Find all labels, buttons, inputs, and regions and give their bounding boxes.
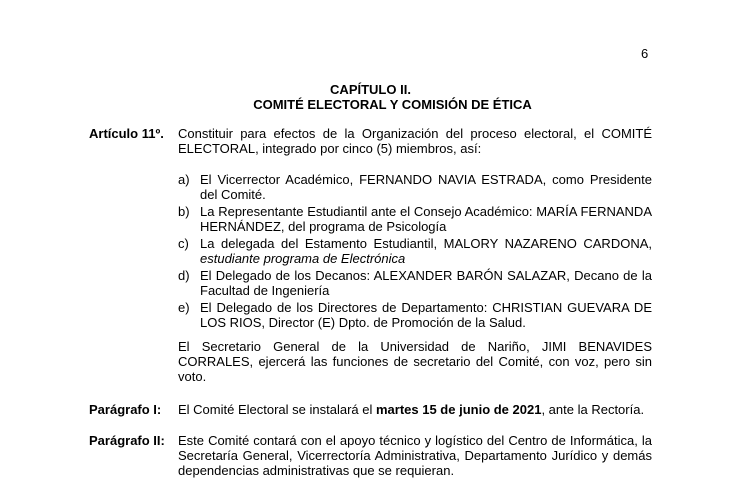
article-11-label: Artículo 11º. [89,126,164,141]
list-item-text-main: La delegada del Estamento Estudiantil, MALORY NAZARENO CARDONA, [200,236,652,251]
paragraph-2-text: Este Comité contará con el apoyo técnico y logístico del Centro de Informática, la Secretaría General, Vicerrectoría Administrativa, Departamento Jurídico y demás dependencias administrativas que se requieran. [178,433,652,478]
paragraph-1-pre: El Comité Electoral se instalará el [178,402,373,417]
chapter-title: CAPÍTULO II. [330,82,411,97]
list-item [178,172,652,202]
paragraph-1-text [178,402,658,417]
list-item [178,268,652,298]
list-marker: e) [178,300,190,315]
chapter-subtitle: COMITÉ ELECTORAL Y COMISIÓN DE ÉTICA [253,97,532,112]
list-marker: c) [178,236,189,251]
paragraph-1-post: , ante la Rectoría. [541,402,645,417]
committee-members-list [178,172,652,330]
list-item-text: El Vicerrector Académico, FERNANDO NAVIA ESTRADA, como Presidente del Comité. [200,172,652,202]
list-item-text [200,236,652,266]
list-marker: d) [178,268,190,283]
paragraph-2-label: Parágrafo II: [89,433,165,448]
list-marker: b) [178,204,190,219]
list-marker: a) [178,172,190,187]
list-item [178,300,652,330]
list-item-text: El Delegado de los Directores de Departamento: CHRISTIAN GUEVARA DE LOS RIOS, Director (E) Dpto. de Promoción de la Salud. [200,300,652,330]
article-11-intro: Constituir para efectos de la Organización del proceso electoral, el COMITÉ ELECTORAL, integrado por cinco (5) miembros, así: [178,126,652,156]
list-item-text-italic: estudiante programa de Electrónica [200,251,406,266]
installation-date: martes 15 de junio de 2021 [375,402,542,417]
page-number: 6 [641,46,649,61]
paragraph-1-label: Parágrafo I: [89,402,162,417]
list-item-text: El Delegado de los Decanos: ALEXANDER BARÓN SALAZAR, Decano de la Facultad de Ingeniería [200,268,652,298]
list-item [178,236,652,266]
list-item [178,204,652,234]
secretary-paragraph: El Secretario General de la Universidad de Nariño, JIMI BENAVIDES CORRALES, ejercerá las funciones de secretario del Comité, con voz, pero sin voto. [178,339,652,384]
list-item-text: La Representante Estudiantil ante el Consejo Académico: MARÍA FERNANDA HERNÁNDEZ, del programa de Psicología [200,204,652,234]
